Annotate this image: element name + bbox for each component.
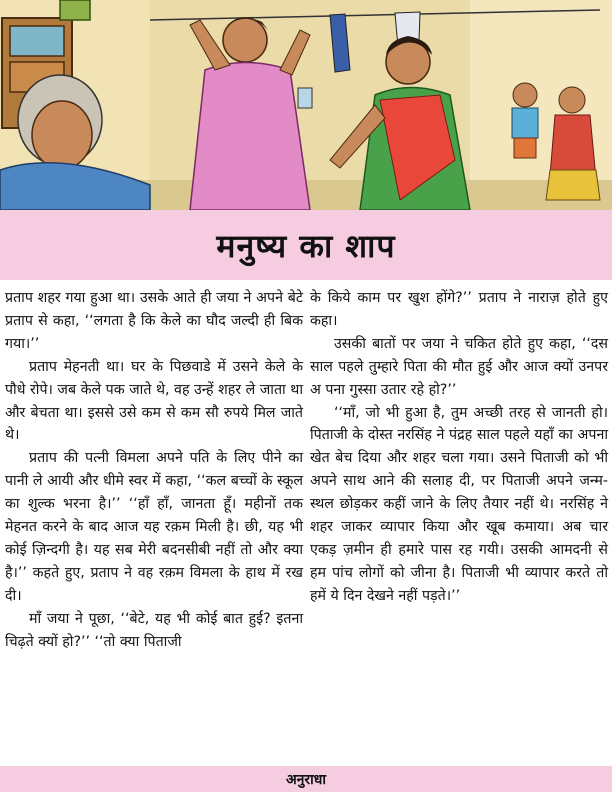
footer-band: [0, 766, 612, 792]
paragraph: प्रताप शहर गया हुआ था। उसके आते ही जया ने अपने बेटे प्रताप से कहा, ‘‘लगता है कि केले का घौद जल्दी ही बिक गया।’’: [5, 290, 303, 352]
paragraph: ‘‘माँ, जो भी हुआ है, तुम अच्छी तरह से जानती हो। पिताजी के दोस्त नरसिंह ने पंद्रह साल पहले यहाँ का अपना खेत बेच दिया और शहर चला गया। उसने पिताजी को भी अपने साथ आने की सलाह दी, पर पिताजी अपने जन्म-स्थल छोड़कर कहीं जाने के लिए तैयार नहीं थे। नरसिंह ने शहर जाकर व्यापार किया और खूब कमाया। अब चार एकड़ ज़मीन ही हमारे पास रह गयी। उसकी आमदनी से हम पांच लोगों को जीना है। पिताजी भी व्यापार करते तो हमें ये दिन देखने नहीं पड़ते।’’: [310, 404, 608, 604]
paragraph: प्रताप मेहनती था। घर के पिछवाडे में उसने केले के पौधे रोपे। जब केले पक जाते थे, वह उन्हें शहर ले जाता था और बेचता था। इससे उसे कम से कम सौ रुपये मिल जाते थे।: [5, 358, 303, 444]
title-band: [0, 210, 612, 280]
story-body: [5, 287, 608, 757]
story-column-right: [310, 287, 608, 757]
paragraph: के किये काम पर खुश होंगे?’’ प्रताप ने नाराज़ होते हुए कहा।: [310, 290, 608, 329]
story-illustration: [0, 0, 612, 210]
story-title: मनुष्य का शाप: [216, 226, 396, 265]
author-name: अनुराधा: [285, 771, 327, 788]
paragraph: माँ जया ने पूछा, ‘‘बेटे, यह भी कोई बात हुई? इतना चिढ़ते क्यों हो?’’ ‘‘तो क्या पिताजी: [5, 610, 303, 650]
story-column-left: [5, 287, 303, 757]
paragraph: उसकी बातों पर जया ने चकित होते हुए कहा, ‘‘दस साल पहले तुम्हारे पिता की मौत हुई और आज क्यों उनपर अ पना गुस्सा उतार रहे हो?’’: [310, 335, 608, 398]
paragraph: प्रताप की पत्नी विमला अपने पति के लिए पीने का पानी ले आयी और धीमे स्वर में कहा, ‘‘कल बच्चों के स्कूल का शुल्क भरना है।’’ ‘‘हाँ हाँ, जानता हूँ। महीनों तक मेहनत करने के बाद आज यह रक़म मिली है। छी, यह भी कोई ज़िन्दगी है। यह सब मेरी बदनसीबी नहीं तो और क्या है।’’ कहते हुए, प्रताप ने वह रक़म विमला के हाथ में रख दी।: [5, 450, 303, 604]
